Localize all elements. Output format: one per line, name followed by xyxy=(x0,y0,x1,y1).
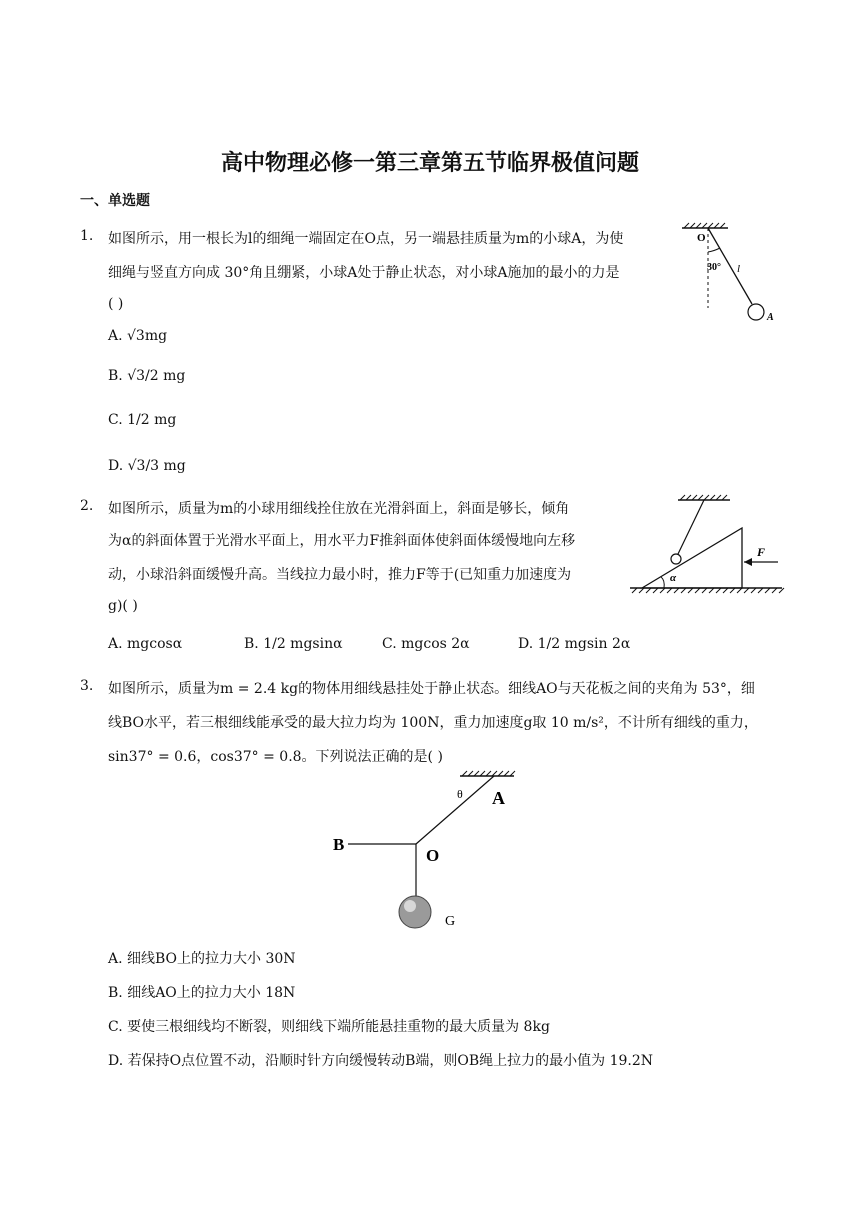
q3-option-c[interactable]: C. 要使三根细线均不断裂，则细线下端所能悬挂重物的最大质量为 8kg xyxy=(108,1019,550,1035)
q3-figure xyxy=(326,766,526,936)
page-title: 高中物理必修一第三章第五节临界极值问题 xyxy=(220,151,639,176)
q1-option-d[interactable]: D. √3/3 mg xyxy=(108,458,186,474)
q2-option-b[interactable]: B. 1/2 mgsinα xyxy=(244,636,343,652)
q3-text-line2: 线BO水平，若三根细线能承受的最大拉力均为 100N，重力加速度g取 10 m/s²，不计所有细线的重力， xyxy=(108,715,758,731)
q2-number: 2. xyxy=(80,498,94,514)
q3-text-line3: sin37° = 0.6，cos37° = 0.8。下列说法正确的是( ) xyxy=(108,749,443,765)
q3-label-theta: θ xyxy=(457,787,463,801)
section-heading: 一、单选题 xyxy=(80,193,150,209)
q2-text-line4: g)( ) xyxy=(108,598,138,614)
q1-label-l: l xyxy=(737,263,741,275)
q1-option-a[interactable]: A. √3mg xyxy=(108,328,168,344)
q2-option-d[interactable]: D. 1/2 mgsin 2α xyxy=(518,636,631,652)
q2-figure xyxy=(626,492,786,604)
q2-label-f: F xyxy=(757,545,766,559)
q3-option-b[interactable]: B. 细线AO上的拉力大小 18N xyxy=(108,985,296,1001)
q3-label-a: A xyxy=(492,788,505,808)
q1-label-a: A xyxy=(767,312,774,323)
q2-option-a[interactable]: A. mgcosα xyxy=(108,636,183,652)
q1-number: 1. xyxy=(80,228,94,244)
q1-text-line1: 如图所示，用一根长为l的细绳一端固定在O点，另一端悬挂质量为m的小球A，为使 xyxy=(108,231,624,247)
q2-text-line1: 如图所示，质量为m的小球用细线拴住放在光滑斜面上，斜面是够长，倾角 xyxy=(108,501,570,517)
q3-option-d[interactable]: D. 若保持O点位置不动，沿顺时针方向缓慢转动B端，则OB绳上拉力的最小值为 19.2N xyxy=(108,1053,654,1069)
q1-text-line3: ( ) xyxy=(108,296,124,312)
q2-option-c[interactable]: C. mgcos 2α xyxy=(382,636,470,652)
q1-label-angle: 30° xyxy=(707,262,721,273)
q3-number: 3. xyxy=(80,678,94,694)
q2-text-line2: 为α的斜面体置于光滑水平面上，用水平力F推斜面体使斜面体缓慢地向左移 xyxy=(108,533,576,549)
q1-text-line2: 细绳与竖直方向成 30°角且绷紧，小球A处于静止状态，对小球A施加的最小的力是 xyxy=(108,265,620,281)
q1-option-c[interactable]: C. 1/2 mg xyxy=(108,412,177,428)
q3-text-line1: 如图所示，质量为m = 2.4 kg的物体用细线悬挂处于静止状态。细线AO与天花板之间的夹角为 53°，细 xyxy=(108,681,755,697)
q1-option-b[interactable]: B. √3/2 mg xyxy=(108,368,186,384)
q3-label-o: O xyxy=(426,846,440,865)
q2-text-line3: 动，小球沿斜面缓慢升高。当线拉力最小时，推力F等于(已知重力加速度为 xyxy=(108,567,572,583)
q3-label-b: B xyxy=(333,835,345,854)
q1-figure xyxy=(676,220,786,330)
q3-label-g: G xyxy=(445,914,456,929)
q1-label-o: O xyxy=(697,232,706,244)
q2-label-alpha: α xyxy=(670,572,677,584)
q3-option-a[interactable]: A. 细线BO上的拉力大小 30N xyxy=(108,951,296,967)
